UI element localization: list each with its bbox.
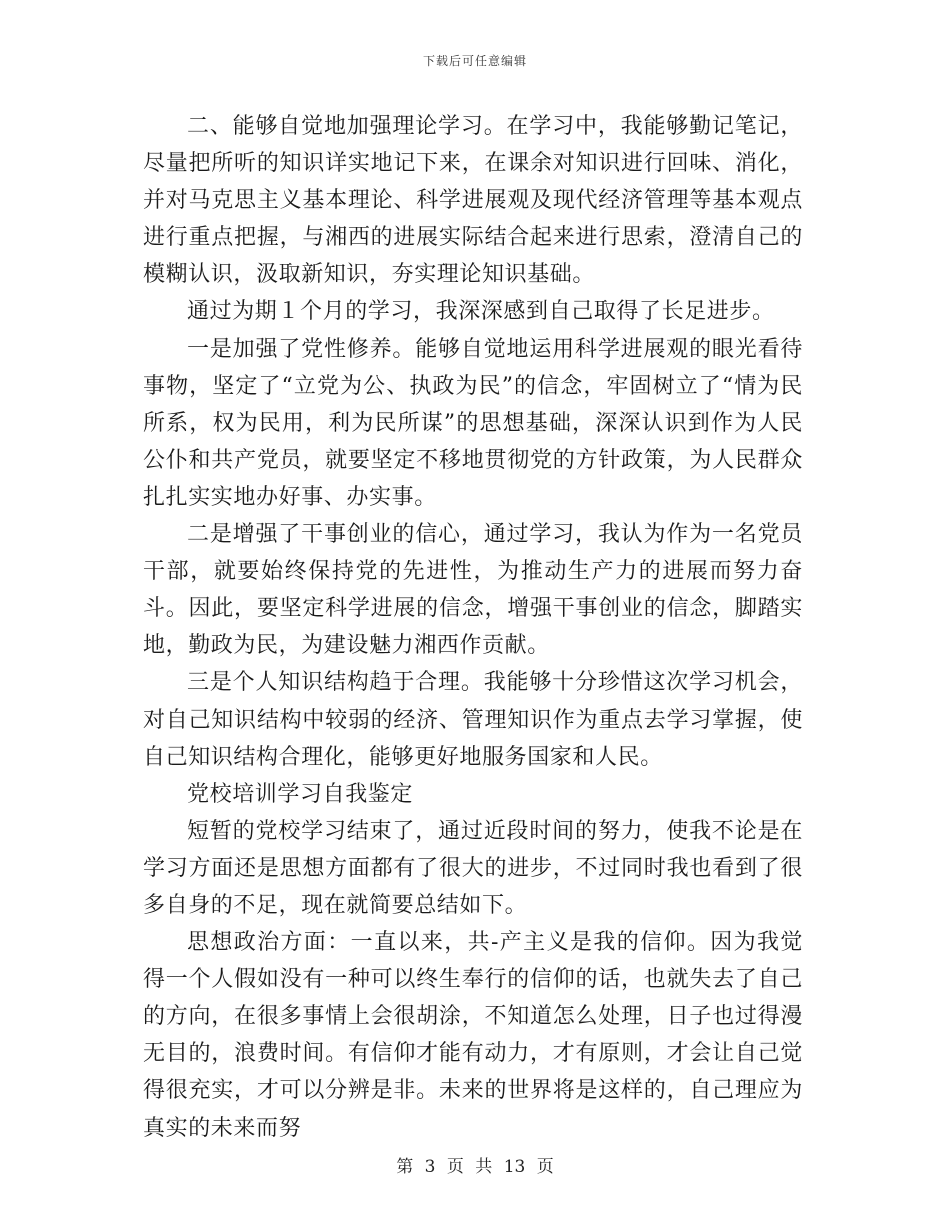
page-footer: 第 3 页 共 13 页 bbox=[396, 1157, 554, 1177]
document-body bbox=[143, 108, 803, 1147]
paragraph-party-spirit: 一是加强了党性修养。能够自觉地运用科学进展观的眼光看待事物，坚定了“立党为公、执政为民”的信念，牢固树立了“情为民所系，权为民用，利为民所谋”的思想基础，深深认识到作为人民公仆和共产党员，就要坚定不移地贯彻党的方针政策，为人民群众扎扎实实地办好事、办实事。 bbox=[143, 336, 803, 510]
paragraph-political-thought: 思想政治方面：一直以来，共-产主义是我的信仰。因为我觉得一个人假如没有一种可以终生奉行的信仰的话，也就失去了自己的方向，在很多事情上会很胡涂，不知道怎么处理，日子也过得漫无目的，浪费时间。有信仰才能有动力，才有原则，才会让自己觉得很充实，才可以分辨是非。未来的世界将是这样的，自己理应为真实的未来而努 bbox=[143, 930, 803, 1141]
paragraph-knowledge-structure: 三是个人知识结构趋于合理。我能够十分珍惜这次学习机会，对自己知识结构中较弱的经济、管理知识作为重点去学习掌握，使自己知识结构合理化，能够更好地服务国家和人民。 bbox=[143, 670, 803, 770]
page-header: 下载后可任意编辑 bbox=[422, 54, 527, 68]
paragraph-theory-study: 二、能够自觉地加强理论学习。在学习中，我能够勤记笔记，尽量把所听的知识详实地记下来，在课余对知识进行回味、消化，并对马克思主义基本理论、科学进展观及现代经济管理等基本观点进行重点把握，与湘西的进展实际结合起来进行思索，澄清自己的模糊认识，汲取新知识，夯实理论知识基础。 bbox=[143, 114, 803, 288]
paragraph-confidence: 二是增强了干事创业的信心，通过学习，我认为作为一名党员干部，就要始终保持党的先进性，为推动生产力的进展而努力奋斗。因此，要坚定科学进展的信念，增强干事创业的信念，脚踏实地，勤政为民，为建设魅力湘西作贡献。 bbox=[143, 522, 803, 659]
paragraph-study-conclusion: 短暂的党校学习结束了，通过近段时间的努力，使我不论是在学习方面还是思想方面都有了很大的进步，不过同时我也看到了很多自身的不足，现在就简要总结如下。 bbox=[143, 818, 803, 918]
section-title: 党校培训学习自我鉴定 bbox=[187, 781, 414, 807]
paragraph-progress-summary: 通过为期１个月的学习，我深深感到自己取得了长足进步。 bbox=[187, 299, 775, 325]
